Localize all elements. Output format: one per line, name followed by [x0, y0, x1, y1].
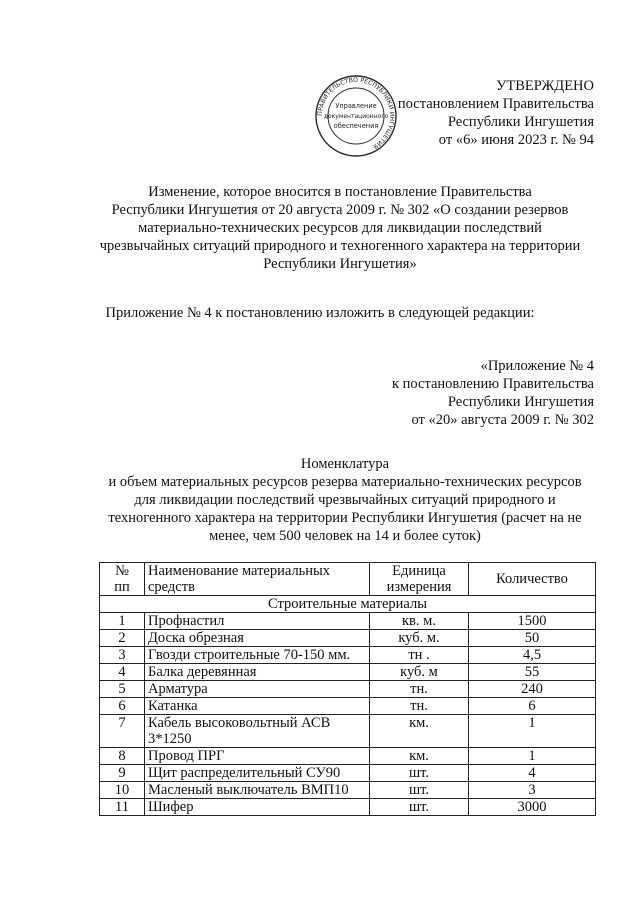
instruction-text: Приложение № 4 к постановлению изложить в следующей редакции:: [105, 305, 535, 321]
table-row: [100, 613, 596, 630]
row-unit: тн.: [370, 681, 469, 698]
section-row: [100, 596, 596, 613]
table-row: [100, 748, 596, 765]
row-qty: 1: [469, 748, 596, 765]
row-unit: км.: [370, 715, 469, 748]
stamp-center-line: обеспечения: [333, 122, 379, 130]
row-unit: тн .: [370, 647, 469, 664]
row-num: 3: [100, 647, 145, 664]
table-row: [100, 765, 596, 782]
table-row: [100, 630, 596, 647]
annex-line: от «20» августа 2009 г. № 302: [411, 412, 594, 428]
stamp-center-line: Управление: [335, 102, 377, 110]
table-row: [100, 715, 596, 748]
approval-date: от «6» июня 2023 г. № 94: [438, 132, 594, 148]
row-unit: шт.: [370, 782, 469, 799]
nomenclature-line: и объем материальных ресурсов резерва материально-технических ресурсов: [108, 474, 582, 490]
row-qty: 3000: [469, 799, 596, 816]
row-unit: тн.: [370, 698, 469, 715]
row-num: 1: [100, 613, 145, 630]
header-name: [145, 563, 370, 596]
approval-heading: УТВЕРЖДЕНО: [496, 78, 594, 94]
row-name: Арматура: [145, 681, 370, 698]
row-name: Шифер: [145, 799, 370, 816]
official-stamp-icon: [314, 74, 398, 158]
row-qty: 1: [469, 715, 596, 748]
row-name: Доска обрезная: [145, 630, 370, 647]
row-name: Масленый выключатель ВМП10: [145, 782, 370, 799]
approval-block: [398, 77, 594, 149]
row-num: 10: [100, 782, 145, 799]
row-name: Провод ПРГ: [145, 748, 370, 765]
table-row: [100, 664, 596, 681]
row-unit: куб. м: [370, 664, 469, 681]
header-num-line: №: [115, 563, 129, 579]
row-num: 4: [100, 664, 145, 681]
row-name: Щит распределительный СУ90: [145, 765, 370, 782]
row-name: Профнастил: [145, 613, 370, 630]
row-qty: 1500: [469, 613, 596, 630]
section-title: Строительные материалы: [100, 596, 596, 613]
annex-line: Республики Ингушетия: [447, 394, 594, 410]
header-unit-line: измерения: [386, 579, 452, 595]
stamp-ring-text: ПРАВИТЕЛЬСТВО РЕСПУБЛИКИ ИНГУШЕТИЯ: [316, 76, 396, 150]
header-num: [100, 563, 145, 596]
row-unit: шт.: [370, 799, 469, 816]
header-unit: [370, 563, 469, 596]
title-line: Изменение, которое вносится в постановление Правительства: [148, 184, 532, 200]
resources-table: [99, 562, 596, 816]
title-line: Республики Ингушетия»: [263, 256, 417, 272]
header-unit-line: Единица: [392, 563, 446, 579]
row-name: Балка деревянная: [145, 664, 370, 681]
table-row: [100, 698, 596, 715]
row-unit: шт.: [370, 765, 469, 782]
row-unit: куб. м.: [370, 630, 469, 647]
row-num: 7: [100, 715, 145, 748]
row-qty: 3: [469, 782, 596, 799]
nomenclature-line: техногенного характера на территории Республики Ингушетия (расчет на не: [108, 510, 582, 526]
row-unit: км.: [370, 748, 469, 765]
table-row: [100, 782, 596, 799]
header-qty: Количество: [469, 563, 596, 596]
approval-line: Республики Ингушетия: [447, 114, 594, 130]
table-row: [100, 799, 596, 816]
row-num: 2: [100, 630, 145, 647]
header-name-line: Наименование материальных: [148, 563, 331, 579]
annex-block: [392, 357, 594, 429]
row-qty: 55: [469, 664, 596, 681]
title-line: Республики Ингушетия от 20 августа 2009 г. № 302 «О создании резервов: [111, 202, 569, 218]
row-num: 9: [100, 765, 145, 782]
row-num: 8: [100, 748, 145, 765]
header-num-line: пп: [114, 579, 130, 595]
row-num: 5: [100, 681, 145, 698]
row-name: Катанка: [145, 698, 370, 715]
title-line: материально-технических ресурсов для ликвидации последствий: [138, 220, 542, 236]
document-title: [70, 183, 610, 273]
row-num: 6: [100, 698, 145, 715]
table-header-row: [100, 563, 596, 596]
row-qty: 4,5: [469, 647, 596, 664]
header-name-line: средств: [148, 579, 195, 595]
annex-line: «Приложение № 4: [480, 358, 594, 374]
row-unit: кв. м.: [370, 613, 469, 630]
nomenclature-heading: [80, 455, 610, 545]
row-name: Гвозди строительные 70-150 мм.: [145, 647, 370, 664]
row-qty: 4: [469, 765, 596, 782]
row-qty: 6: [469, 698, 596, 715]
stamp-center-line: документационного: [323, 113, 389, 120]
row-qty: 240: [469, 681, 596, 698]
nomenclature-line: менее, чем 500 человек на 14 и более суток): [209, 528, 481, 544]
nomenclature-title: Номенклатура: [300, 456, 390, 472]
table-row: [100, 681, 596, 698]
title-line: чрезвычайных ситуаций природного и техногенного характера на территории: [99, 238, 581, 254]
approval-line: постановлением Правительства: [397, 96, 594, 112]
row-qty: 50: [469, 630, 596, 647]
table-row: [100, 647, 596, 664]
nomenclature-line: для ликвидации последствий чрезвычайных ситуаций природного и: [134, 492, 556, 508]
row-num: 11: [100, 799, 145, 816]
annex-line: к постановлению Правительства: [392, 376, 594, 392]
row-name: Кабель высоковольтный АСВ 3*1250: [145, 715, 370, 748]
